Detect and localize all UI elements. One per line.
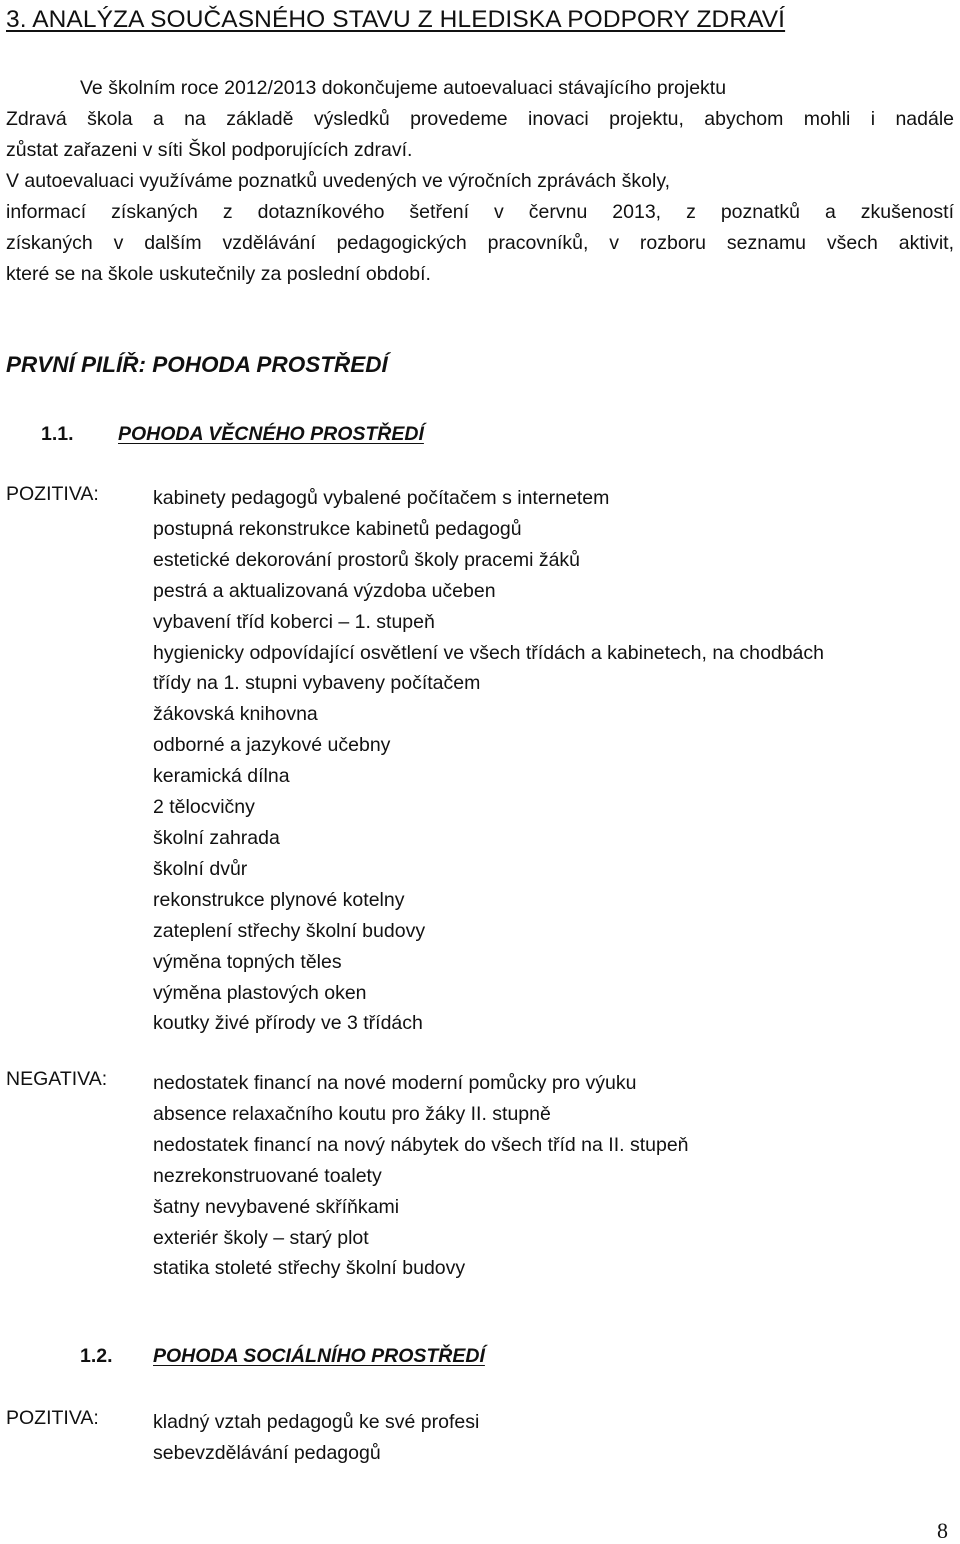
positives-label-1-2: POZITIVA: [6,1407,99,1429]
section-1-2-number: 1.2. [80,1345,113,1367]
negatives-list [153,1068,689,1284]
intro-line-2: Zdravá škola a na základě výsledků provedeme inovaci projektu, abychom mohli i nadále [6,108,954,130]
negative-item: absence relaxačního koutu pro žáky II. stupně [153,1102,551,1125]
positive-item: kabinety pedagogů vybalené počítačem s internetem [153,487,610,509]
positive-item: kladný vztah pedagogů ke své profesi [153,1411,480,1433]
positive-item: sebevzdělávání pedagogů [153,1441,381,1464]
positive-item: odborné a jazykové učebny [153,734,391,757]
positive-item: postupná rekonstrukce kabinetů pedagogů [153,517,522,540]
positive-item: 2 tělocvičny [153,796,255,819]
positive-item: estetické dekorování prostorů školy pracemi žáků [153,548,581,571]
positive-item: vybavení tříd koberci – 1. stupeň [153,610,435,633]
positive-item: školní zahrada [153,826,280,849]
negative-item: nedostatek financí na nové moderní pomůcky pro výuku [153,1072,637,1094]
negative-item: nezrekonstruované toalety [153,1164,382,1187]
positive-item: hygienicky odpovídající osvětlení ve všech třídách a kabinetech, na chodbách [153,641,824,664]
intro-line-3: zůstat zařazeni v síti Škol podporujících zdraví. [6,139,413,161]
page-number: 8 [937,1518,948,1543]
positive-item: koutky živé přírody ve 3 třídách [153,1012,423,1035]
section-1-2-title: POHODA SOCIÁLNÍHO PROSTŘEDÍ [153,1345,485,1367]
intro-line-7: které se na škole uskutečnily za poslední období. [6,263,431,285]
positive-item: keramická dílna [153,765,290,788]
intro-line-1: Ve školním roce 2012/2013 dokončujeme autoevaluaci stávajícího projektu [80,77,727,99]
section-1-1-title: POHODA VĚCNÉHO PROSTŘEDÍ [118,423,424,445]
intro-line-4: V autoevaluaci využíváme poznatků uvedených ve výročních zprávách školy, [6,170,671,192]
positive-item: žákovská knihovna [153,703,318,726]
intro-line-5: informací získaných z dotazníkového šetření v červnu 2013, z poznatků a zkušeností [6,201,954,223]
positives-list-1-2 [153,1407,479,1469]
positives-list [153,483,824,1039]
negatives-label: NEGATIVA: [6,1068,108,1090]
negative-item: statika stoleté střechy školní budovy [153,1257,466,1280]
pillar-heading: PRVNÍ PILÍŘ: POHODA PROSTŘEDÍ [6,352,388,377]
negative-item: exteriér školy – starý plot [153,1226,369,1249]
negative-item: šatny nevybavené skříňkami [153,1195,400,1218]
intro-line-6: získaných v dalším vzdělávání pedagogických pracovníků, v rozboru seznamu všech aktivit, [6,232,954,254]
positive-item: výměna plastových oken [153,981,367,1004]
positive-item: výměna topných těles [153,950,342,973]
positive-item: zateplení střechy školní budovy [153,919,426,942]
positive-item: školní dvůr [153,857,248,880]
negative-item: nedostatek financí na nový nábytek do všech tříd na II. stupeň [153,1133,689,1156]
chapter-title: 3. ANALÝZA SOUČASNÉHO STAVU Z HLEDISKA PODPORY ZDRAVÍ [6,6,786,33]
positive-item: rekonstrukce plynové kotelny [153,888,405,911]
positives-label: POZITIVA: [6,483,99,505]
positive-item: pestrá a aktualizovaná výzdoba učeben [153,579,496,602]
section-1-1-number: 1.1. [41,423,74,445]
positive-item: třídy na 1. stupni vybaveny počítačem [153,672,481,695]
